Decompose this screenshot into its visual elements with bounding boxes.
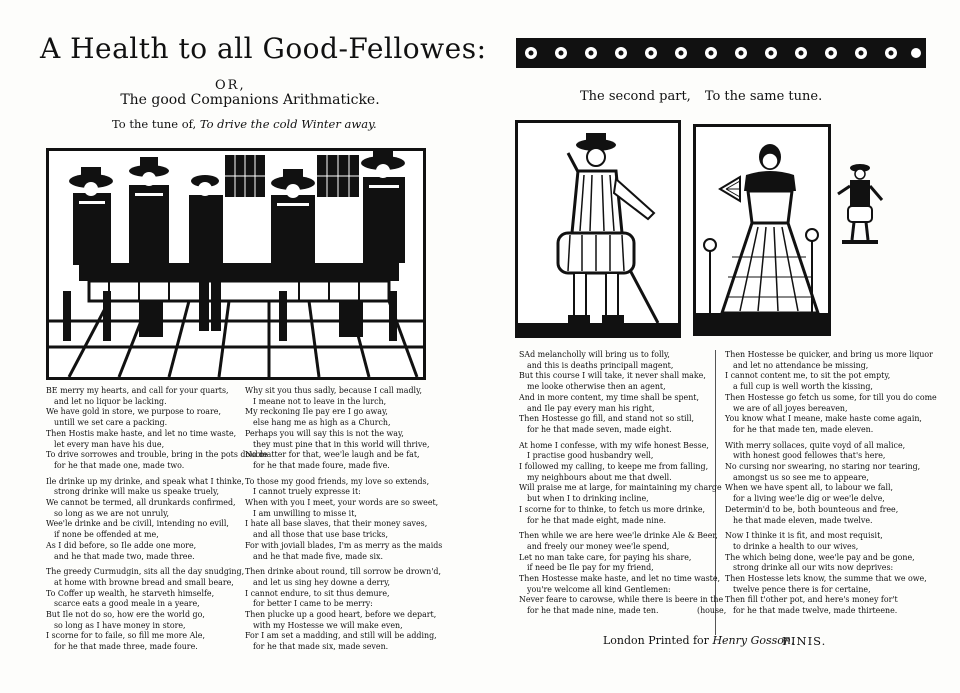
verse-line: I scorne for to faile, so fill me more Ale,	[46, 631, 205, 641]
stanza	[245, 386, 457, 472]
verse-line: with honest good fellowes that's here,	[733, 451, 886, 461]
lady-with-fan-woodcut	[693, 124, 831, 336]
verse-line: The greedy Curmudgin, sits all the day snudging,	[46, 567, 245, 577]
verse-line: untill we set care a packing.	[54, 418, 168, 428]
verse-line: for he that made twelve, made thirteene.	[733, 606, 898, 616]
tune-line	[112, 117, 377, 131]
stanza	[519, 441, 731, 527]
verse-line: Then Hostesse go fill, and stand not so still,	[519, 414, 695, 424]
stanza	[519, 350, 731, 436]
ballad-title: A Health to all Good-Fellowes:	[40, 32, 487, 65]
verse-line: To Coffer up wealth, he starveth himselfe,	[46, 588, 215, 598]
verse-line: Determin'd to be, both bounteous and free,	[725, 504, 899, 514]
verse-line: Then Hostesse make haste, and let no time waste,	[519, 574, 721, 584]
tune-prefix: To the tune of,	[112, 117, 197, 131]
verse-line: We cannot be termed, all drunkards confirmed,	[46, 498, 236, 508]
verse-line: for he that made three, made foure.	[54, 642, 198, 652]
verse-line-text: for he that made nine, made ten.	[527, 606, 659, 616]
verse-line: and let us sing hey downe a derry,	[253, 577, 390, 587]
verse-line: To those my good friends, my love so extends,	[245, 476, 430, 486]
verse-line: for he that made eight, made nine.	[527, 515, 667, 525]
verse-line: for he that made six, made seven.	[253, 642, 389, 652]
verse-line: With merry sollaces, quite voyd of all malice,	[725, 440, 906, 450]
verse-line: I am unwilling to misse it,	[253, 508, 357, 518]
verse-line: me looke otherwise then an agent,	[527, 382, 666, 392]
verse-line: strong drinke all our wits now deprives:	[733, 563, 894, 573]
verse-line: To drive sorrowes and trouble, bring in the pots double	[46, 450, 268, 460]
verse-line: Then drinke about round, till sorrow be drown'd,	[245, 567, 441, 577]
verse-column-2	[245, 386, 457, 658]
verse-line: At home I confesse, with my wife honest Besse,	[519, 440, 709, 450]
verse-line: amongst us so see me to appeare,	[733, 472, 869, 482]
verse-line: You know what I meane, make haste come again,	[725, 414, 922, 424]
verse-line: Wee'le drinke and be civill, intending no evill,	[46, 519, 229, 529]
verse-line: Let no man take care, for paying his share,	[519, 552, 692, 562]
verse-line: When with you I meet, your words are so sweet,	[245, 498, 439, 508]
verse-line: and he that made two, made three.	[54, 551, 195, 561]
verse-line: so long as we are not unruly,	[54, 508, 170, 518]
verse-line: No matter for that, wee'le laugh and be fat,	[245, 450, 420, 460]
verse-line: at home with browne bread and small beare,	[54, 577, 234, 587]
verse-line: Then Hostesse be quicker, and bring us more liquor	[725, 350, 933, 359]
small-gentleman-figure	[832, 160, 886, 246]
verse-line: and let no attendance be missing,	[733, 360, 869, 370]
verse-line: I cannot endure, to sit thus demure,	[245, 588, 390, 598]
second-part-label: The second part,	[580, 89, 691, 104]
verse-line: for he that made foure, made five.	[253, 460, 390, 470]
verse-line: Why sit you thus sadly, because I call madly,	[245, 386, 422, 395]
verse-line: for better I came to be merry:	[253, 599, 373, 609]
verse-line: Will praise me at large, for maintaining my charge	[519, 483, 722, 493]
verse-line: For I am set a madding, and still will be adding,	[245, 631, 437, 641]
verse-line: The which being done, wee'le pay and be gone,	[725, 552, 915, 562]
verse-line: My reckoning Ile pay ere I go away,	[245, 407, 388, 417]
verse-line: Then fill t'other pot, and here's money for't	[725, 595, 898, 605]
finis: FINIS.	[782, 634, 827, 648]
man-with-staff-woodcut	[515, 120, 681, 338]
verse-line: scarce eats a good meale in a yeare,	[54, 599, 200, 609]
verse-line: and Ile pay every man his right,	[527, 403, 655, 413]
ornament-border	[516, 38, 926, 68]
lady-with-fan-illustration	[696, 127, 828, 333]
verse-line: and freely our money wee'le spend,	[527, 541, 670, 551]
verse-column-1	[46, 386, 268, 658]
verse-line: they must pine that in this world will thrive,	[253, 439, 430, 449]
verse-line: I meane not to leave in the lurch,	[253, 396, 387, 406]
second-part-heading	[580, 89, 822, 104]
verse-line: he that made eleven, made twelve.	[733, 515, 873, 525]
verse-line: if need be Ile pay for my friend,	[527, 563, 654, 573]
verse-line: I practise good husbandry well,	[527, 451, 654, 461]
verse-line: for a living wee'le dig or wee'le delve,	[733, 494, 885, 504]
verse-line: if none be offended at me,	[54, 530, 159, 540]
verse-line	[519, 606, 731, 617]
verse-line: and this is deaths principall magent,	[527, 360, 674, 370]
verse-line: for he that made one, made two.	[54, 460, 185, 470]
title-or: OR,	[215, 78, 246, 93]
verse-line-turnover: (house,	[697, 606, 727, 616]
stanza	[46, 567, 258, 653]
tune-name: To drive the cold Winter away.	[199, 117, 377, 131]
verse-line: We have gold in store, we purpose to roare,	[46, 407, 221, 417]
ornament-pattern-illustration	[516, 38, 926, 68]
verse-line: When we have spent all, to labour we fall,	[725, 483, 894, 493]
verse-line: for he that made seven, made eight.	[527, 424, 672, 434]
verse-line: Then while we are here wee'le drinke Ale & Beer,	[519, 531, 718, 541]
verse-line: so long as I have money in store,	[54, 620, 186, 630]
stanza	[46, 386, 268, 472]
verse-line: Ile drinke up my drinke, and speak what I thinke,	[46, 476, 244, 486]
verse-line: to drinke a health to our wives,	[733, 541, 859, 551]
verse-line: No cursing nor swearing, no staring nor tearing,	[725, 462, 921, 472]
verse-line: And in more content, my time shall be spent,	[519, 392, 699, 402]
verse-line: Never feare to carowse, while there is beere in the	[519, 595, 724, 605]
printer-name: Henry Gosson.	[712, 634, 795, 647]
stanza	[46, 477, 258, 563]
verse-line: I followed my calling, to keepe me from falling,	[519, 462, 709, 472]
verse-line: Then Hostesse lets know, the summe that we owe,	[725, 574, 927, 584]
verse-line: I scorne for to thinke, to fetch us more drinke,	[519, 504, 705, 514]
stanza	[519, 531, 731, 617]
verse-line: but when I to drinking incline,	[527, 494, 649, 504]
verse-line: with my Hostesse we will make even,	[253, 620, 403, 630]
verse-line: For with joviall blades, I'm as merry as the maids	[245, 540, 443, 550]
verse-line: Perhaps you will say this is not the way,	[245, 428, 404, 438]
stanza	[245, 567, 457, 653]
verse-line: As I did before, so Ile adde one more,	[46, 540, 197, 550]
verse-line: you're welcome all kind Gentlemen:	[527, 584, 671, 594]
stanza	[725, 441, 937, 527]
tavern-scene-illustration	[49, 151, 423, 377]
verse-line: Then Hostis make haste, and let no time waste,	[46, 428, 237, 438]
verse-line: and all those that use base tricks,	[253, 530, 388, 540]
imprint-prefix: London Printed for	[603, 634, 709, 647]
verse-line: SAd melancholly will bring us to folly,	[519, 350, 670, 359]
stanza	[725, 531, 937, 617]
tavern-woodcut	[46, 148, 426, 380]
verse-line: for he that made ten, made eleven.	[733, 424, 874, 434]
verse-line: my neighbours about me that dwell.	[527, 472, 672, 482]
stanza	[725, 350, 937, 436]
second-part-tune: To the same tune.	[704, 89, 823, 104]
verse-column-4	[725, 350, 937, 622]
verse-line: let every man have his due,	[54, 439, 165, 449]
stanza	[245, 477, 457, 563]
verse-line: But this course I will take, it never shall make,	[519, 371, 706, 381]
verse-line: else hang me as high as a Church,	[253, 418, 391, 428]
verse-line: we are of all joyes bereaven,	[733, 403, 848, 413]
small-gentleman-illustration	[832, 160, 886, 246]
verse-line: Now I thinke it is fit, and most requisit,	[725, 531, 883, 541]
verse-line: But Ile not do so, how ere the world go,	[46, 610, 205, 620]
verse-line: BE merry my hearts, and call for your quarts,	[46, 386, 229, 395]
verse-line: strong drinke will make us speake truely,	[54, 487, 219, 497]
verse-line: I cannot truely expresse it:	[253, 487, 361, 497]
verse-line: and let no liquor be lacking.	[54, 396, 167, 406]
verse-line: a full cup is well worth the kissing,	[733, 382, 873, 392]
ballad-subtitle: The good Companions Arithmaticke.	[120, 92, 380, 108]
verse-line: Then Hostesse go fetch us some, for till you do come	[725, 392, 937, 402]
man-with-staff-illustration	[518, 123, 678, 335]
verse-line: I hate all base slaves, that their money saves,	[245, 519, 428, 529]
verse-line: and he that made five, made six.	[253, 551, 384, 561]
imprint	[603, 634, 795, 647]
verse-line: Then plucke up a good heart, before we depart,	[245, 610, 437, 620]
verse-column-3	[519, 350, 731, 622]
verse-line: twelve pence there is for certaine,	[733, 584, 871, 594]
verse-line: I cannot content me, to sit the pot empty,	[725, 371, 891, 381]
